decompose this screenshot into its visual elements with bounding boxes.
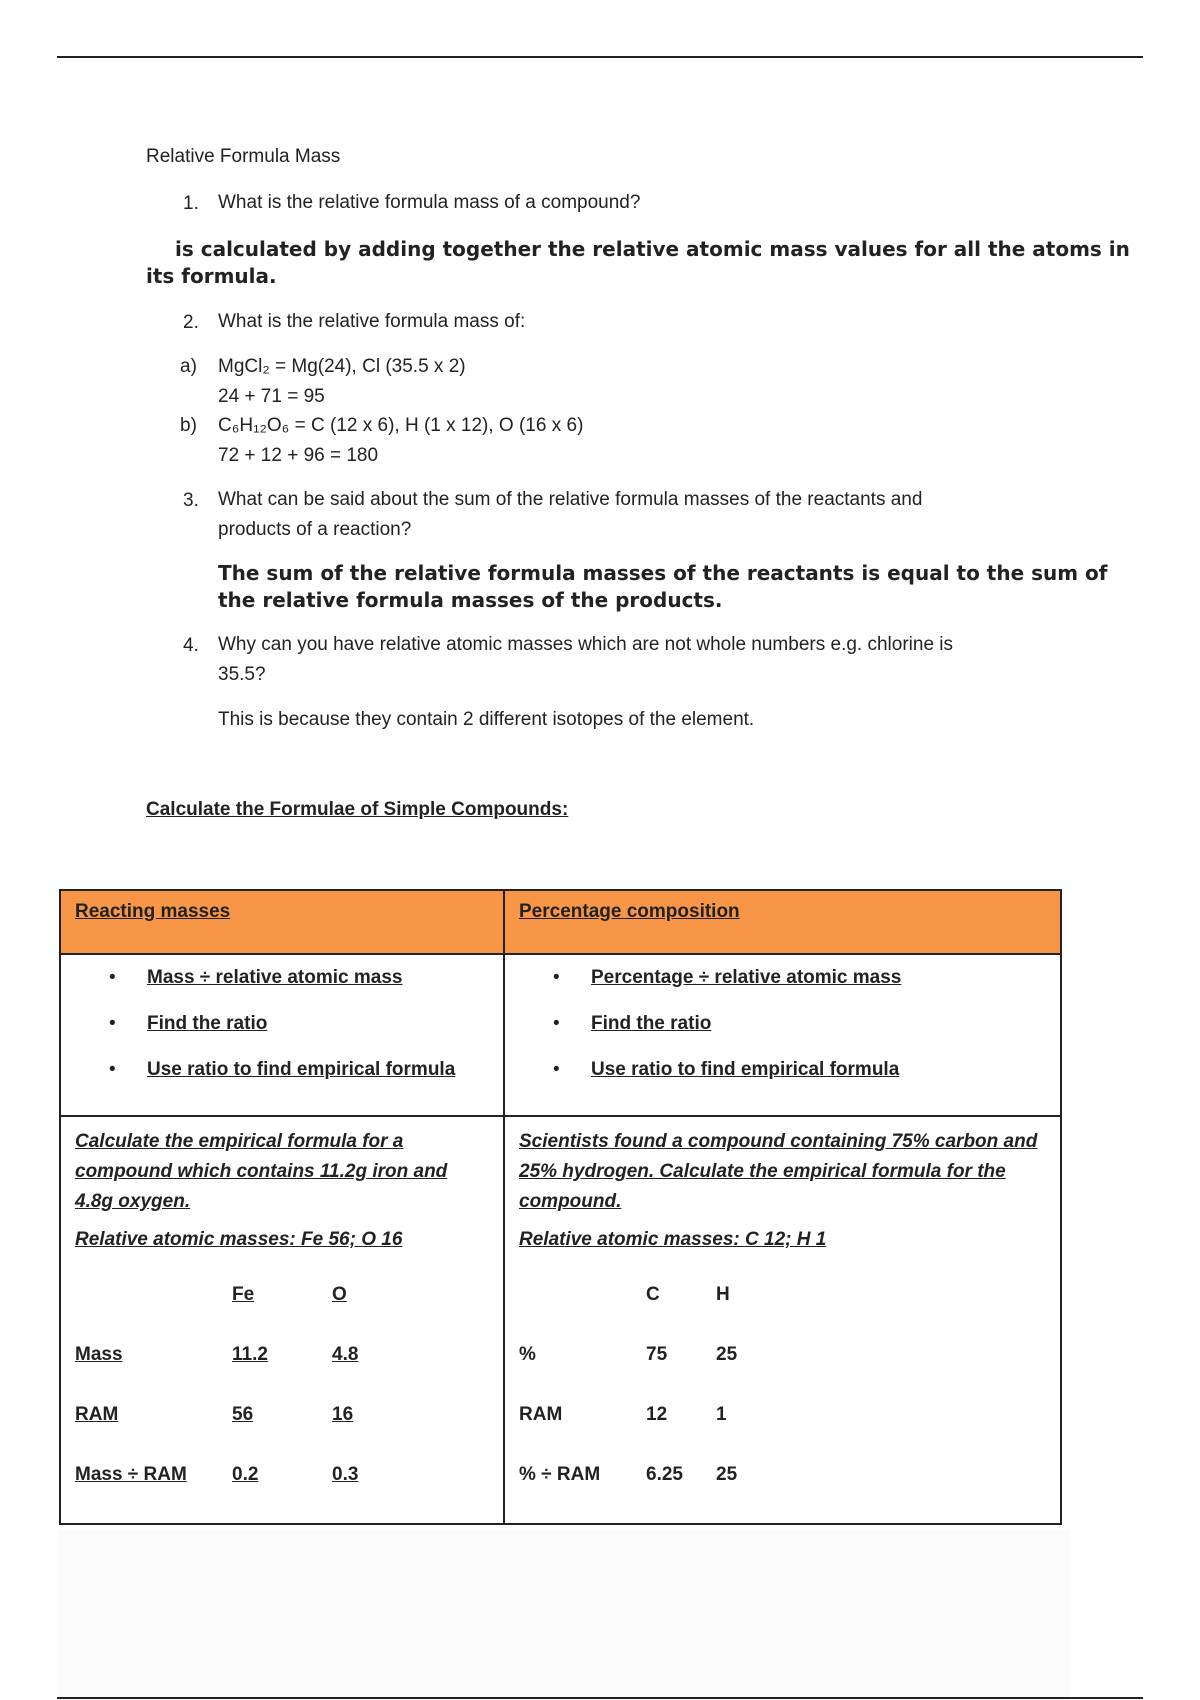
header-reacting-masses: Reacting masses — [60, 890, 504, 954]
formula-table — [59, 889, 1062, 1525]
right-col-c: C — [646, 1284, 660, 1305]
q2-b-line2: 72 + 12 + 96 = 180 — [218, 445, 379, 466]
list-item: • Mass ÷ relative atomic mass — [109, 967, 403, 988]
q2-a-line2: 24 + 71 = 95 — [218, 386, 325, 407]
list-item: • Percentage ÷ relative atomic mass — [553, 967, 902, 988]
right-calc-table — [519, 1265, 776, 1505]
list-item: • Find the ratio — [553, 1013, 712, 1034]
table-row: RAM 56 16 — [75, 1404, 354, 1425]
table-row: % 75 25 — [519, 1344, 738, 1365]
left-calc-table — [75, 1265, 412, 1505]
table-header-row — [60, 890, 1061, 954]
q2-a-label: a) — [180, 356, 197, 377]
table-row: Mass 11.2 4.8 — [75, 1344, 359, 1365]
table-row: RAM 12 1 — [519, 1404, 727, 1425]
right-example-cell — [504, 1116, 1061, 1524]
left-col-fe: Fe — [232, 1284, 255, 1305]
list-item: • Use ratio to find empirical formula — [109, 1059, 456, 1080]
section-heading: Calculate the Formulae of Simple Compounds: — [146, 799, 569, 820]
table-row: Mass ÷ RAM 0.2 0.3 — [75, 1464, 359, 1485]
question-3-line1: What can be said about the sum of the relative formula masses of the reactants and — [218, 489, 923, 510]
right-ram: Relative atomic masses: C 12; H 1 — [519, 1229, 827, 1250]
table-row — [75, 1265, 412, 1325]
question-2-text: What is the relative formula mass of: — [218, 311, 526, 332]
q2-b-label: b) — [180, 415, 197, 436]
question-4-number: 4. — [183, 635, 199, 656]
header-percentage-composition: Percentage composition — [504, 890, 1061, 954]
table-row — [519, 1265, 776, 1325]
question-3-line2: products of a reaction? — [218, 519, 412, 540]
question-4-line2: 35.5? — [218, 664, 266, 685]
page-title: Relative Formula Mass — [146, 146, 341, 167]
worked-example-row — [60, 1116, 1061, 1524]
right-task: Scientists found a compound containing 75% carbon and 25% hydrogen. Calculate the empirical formula for the compound. — [519, 1131, 1038, 1212]
question-1-text: What is the relative formula mass of a compound? — [218, 192, 641, 213]
answer-3-line2: the relative formula masses of the products. — [218, 588, 723, 612]
bottom-tint — [57, 1530, 1070, 1700]
left-ram: Relative atomic masses: Fe 56; O 16 — [75, 1229, 403, 1250]
q2-a-line1: MgCl₂ = Mg(24), Cl (35.5 x 2) — [218, 356, 466, 377]
left-task: Calculate the empirical formula for a compound which contains 11.2g iron and 4.8g oxygen. — [75, 1131, 448, 1212]
answer-3-line1: The sum of the relative formula masses of the reactants is equal to the sum of — [218, 561, 1108, 585]
list-item: • Find the ratio — [109, 1013, 268, 1034]
question-2-number: 2. — [183, 312, 199, 333]
list-item: • Use ratio to find empirical formula — [553, 1059, 900, 1080]
left-example-cell — [60, 1116, 504, 1524]
right-steps-cell — [504, 954, 1061, 1116]
question-4-line1: Why can you have relative atomic masses which are not whole numbers e.g. chlorine is — [218, 634, 954, 655]
answer-1-line1: is calculated by adding together the relative atomic mass values for all the atoms in — [175, 237, 1130, 261]
answer-4: This is because they contain 2 different isotopes of the element. — [218, 709, 755, 730]
question-1-number: 1. — [183, 193, 199, 214]
left-col-o: O — [332, 1284, 347, 1305]
q2-b-line1: C₆H₁₂O₆ = C (12 x 6), H (1 x 12), O (16 x 6) — [218, 415, 584, 436]
left-steps-cell — [60, 954, 504, 1116]
steps-row — [60, 954, 1061, 1116]
top-rule — [57, 56, 1143, 58]
bottom-rule — [57, 1697, 1143, 1699]
table-row: % ÷ RAM 6.25 25 — [519, 1464, 738, 1485]
answer-1-line2: its formula. — [146, 264, 277, 288]
question-3-number: 3. — [183, 490, 199, 511]
right-col-h: H — [716, 1284, 730, 1305]
